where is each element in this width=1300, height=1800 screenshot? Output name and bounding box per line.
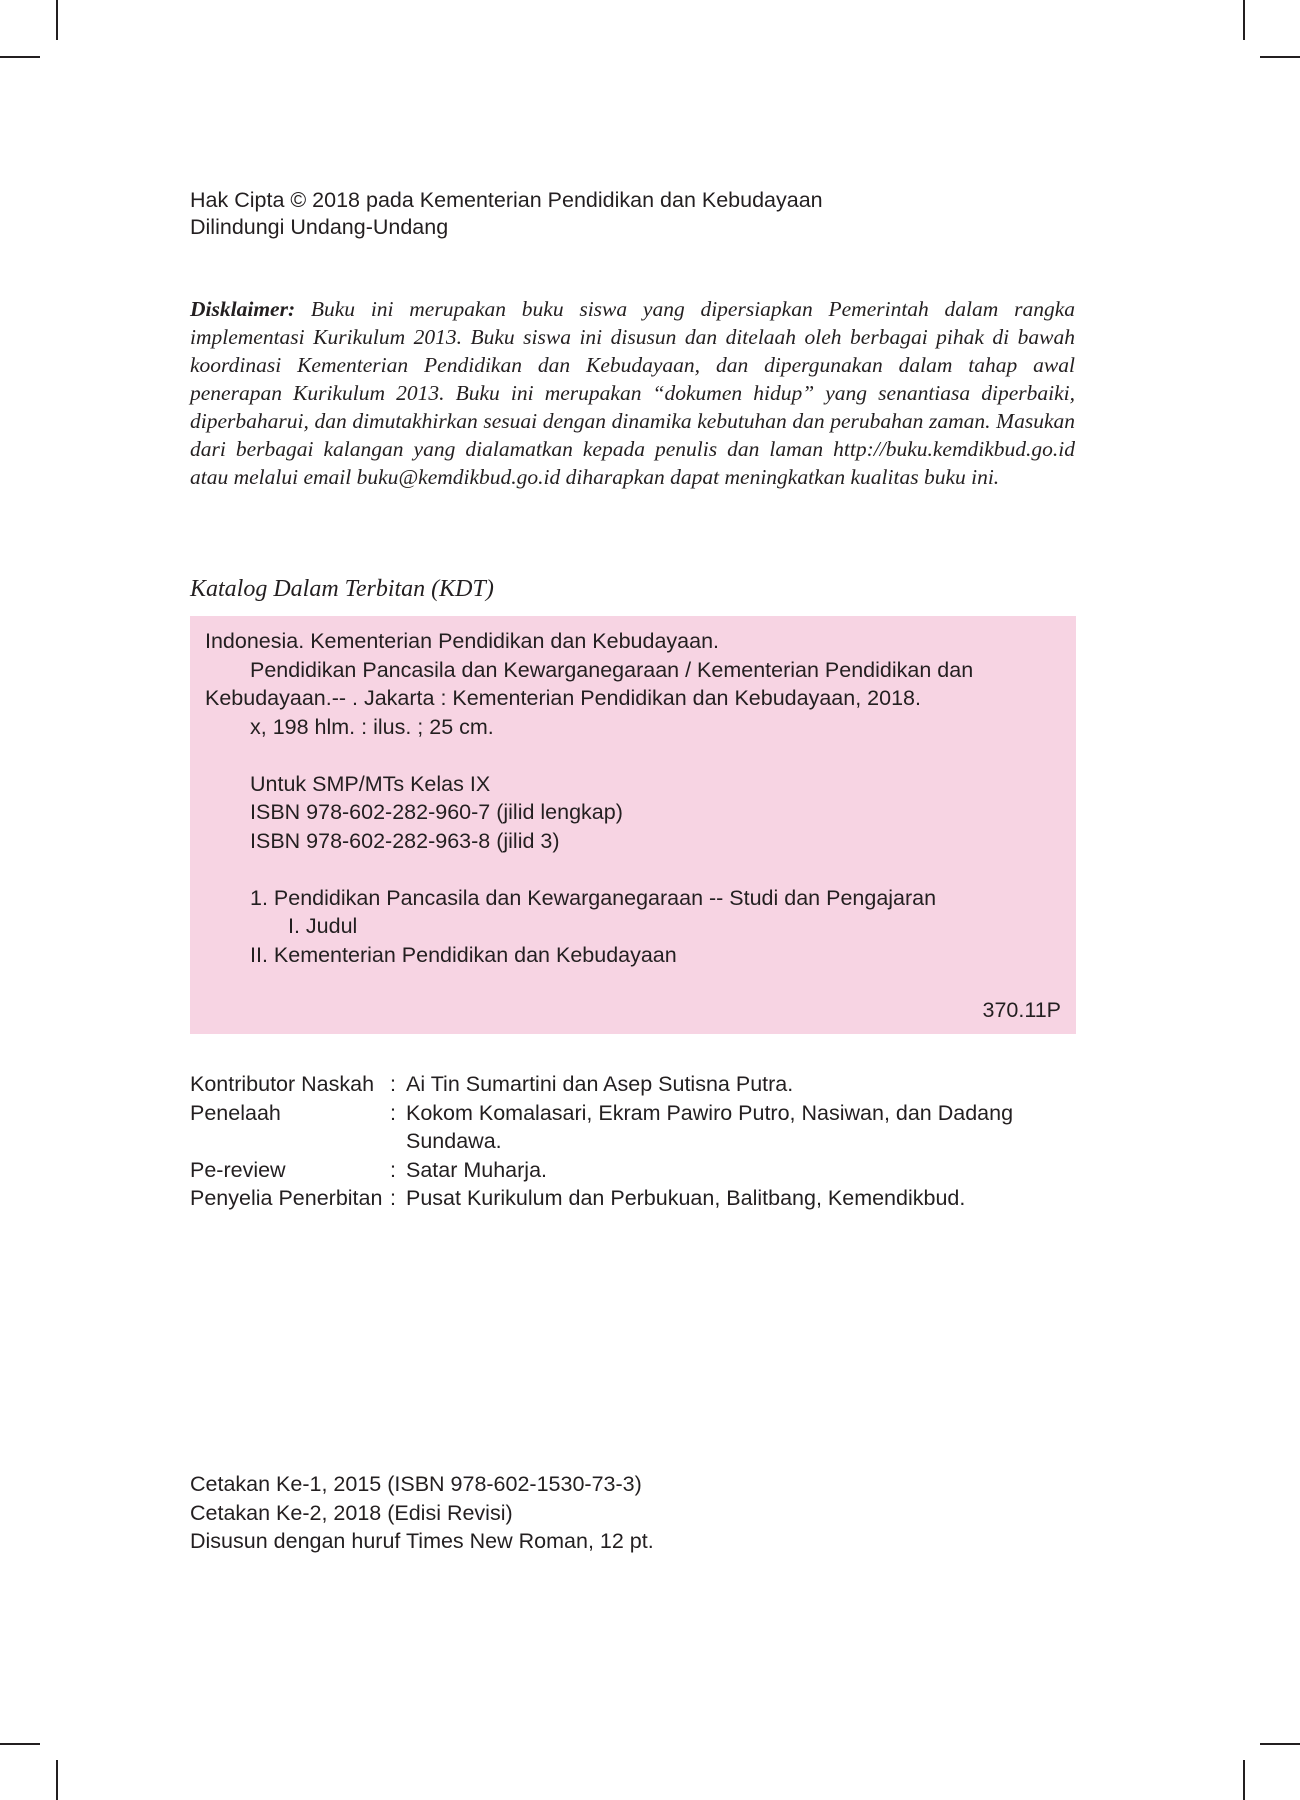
disclaimer-text: Buku ini merupakan buku siswa yang dipersiapkan Pemerintah dalam rangka implementasi Kurikulum 2013. Buku siswa ini disusun dan ditelaah oleh berbagai pihak di bawah koordinasi Kementerian Pendidikan dan Kebudayaan, dan dipergunakan dalam tahap awal penerapan Kurikulum 2013. Buku ini merupakan “dokumen hidup” yang senantiasa diperbaiki, diperbaharui, dan dimutakhirkan sesuai dengan dinamika kebutuhan dan perubahan zaman. Masukan dari berbagai kalangan yang dialamatkan kepada penulis dan laman http://buku.kemdikbud.go.id atau melalui email buku@kemdikbud.go.id diharapkan dapat meningkatkan kualitas buku ini.	[190, 297, 1075, 489]
kdt-line: I. Judul	[288, 914, 358, 938]
kdt-catalog-box	[190, 616, 1076, 1034]
crop-mark-top-left	[56, 0, 58, 40]
printing-info	[190, 1470, 654, 1556]
crop-mark-bottom-right-h	[1260, 1743, 1300, 1745]
kdt-line: Untuk SMP/MTs Kelas IX	[250, 771, 491, 796]
crop-mark-top-left-h	[0, 56, 40, 58]
crop-mark-bottom-left-h	[0, 1743, 40, 1745]
credit-label: Pe-review	[190, 1157, 286, 1182]
kdt-line: Pendidikan Pancasila dan Kewarganegaraan / Kementerian Pendidikan dan	[250, 657, 974, 682]
crop-mark-bottom-left	[56, 1760, 58, 1800]
copyright-line: Hak Cipta © 2018 pada Kementerian Pendidikan dan Kebudayaan	[190, 188, 823, 212]
credit-row	[190, 1156, 1046, 1185]
credit-label: Penelaah	[190, 1100, 281, 1125]
crop-mark-bottom-right	[1243, 1760, 1245, 1800]
credit-separator: :	[390, 1100, 396, 1125]
disclaimer-label: Disklaimer:	[190, 297, 296, 321]
kdt-call-number: 370.11P	[982, 998, 1061, 1022]
kdt-line: Kebudayaan.-- . Jakarta : Kementerian Pendidikan dan Kebudayaan, 2018.	[205, 686, 921, 710]
kdt-line: 1. Pendidikan Pancasila dan Kewarganegaraan -- Studi dan Pengajaran	[250, 885, 937, 910]
credit-row	[190, 1184, 1046, 1213]
kdt-line: x, 198 hlm. : ilus. ; 25 cm.	[250, 714, 494, 739]
credit-separator: :	[390, 1072, 396, 1096]
disclaimer-paragraph	[190, 295, 1075, 491]
crop-mark-top-right-h	[1260, 56, 1300, 58]
copyright-block	[190, 187, 823, 241]
credit-value: Ai Tin Sumartini dan Asep Sutisna Putra.	[406, 1072, 794, 1096]
credit-value: Satar Muharja.	[406, 1157, 548, 1182]
credit-label: Penyelia Penerbitan	[190, 1186, 383, 1210]
kdt-line: ISBN 978-602-282-963-8 (jilid 3)	[250, 828, 560, 853]
credit-row	[190, 1099, 1046, 1156]
kdt-line: II. Kementerian Pendidikan dan Kebudayaan	[250, 942, 677, 967]
kdt-title: Katalog Dalam Terbitan (KDT)	[190, 576, 494, 602]
printing-line: Cetakan Ke-1, 2015 (ISBN 978-602-1530-73-3)	[190, 1472, 642, 1496]
credit-value: Kokom Komalasari, Ekram Pawiro Putro, Nasiwan, dan Dadang Sundawa.	[406, 1100, 1014, 1153]
credit-label: Kontributor Naskah	[190, 1072, 375, 1096]
credit-separator: :	[390, 1186, 396, 1210]
credits-list	[190, 1070, 1046, 1213]
credit-separator: :	[390, 1157, 396, 1182]
credit-value: Pusat Kurikulum dan Perbukuan, Balitbang, Kemendikbud.	[406, 1186, 966, 1210]
crop-mark-top-right	[1243, 0, 1245, 40]
kdt-line: ISBN 978-602-282-960-7 (jilid lengkap)	[250, 800, 623, 824]
protection-line: Dilindungi Undang-Undang	[190, 215, 449, 239]
kdt-line: Indonesia. Kementerian Pendidikan dan Kebudayaan.	[205, 629, 719, 653]
printing-line: Cetakan Ke-2, 2018 (Edisi Revisi)	[190, 1500, 513, 1525]
typeface-line: Disusun dengan huruf Times New Roman, 12 pt.	[190, 1529, 654, 1553]
credit-row	[190, 1070, 1046, 1099]
